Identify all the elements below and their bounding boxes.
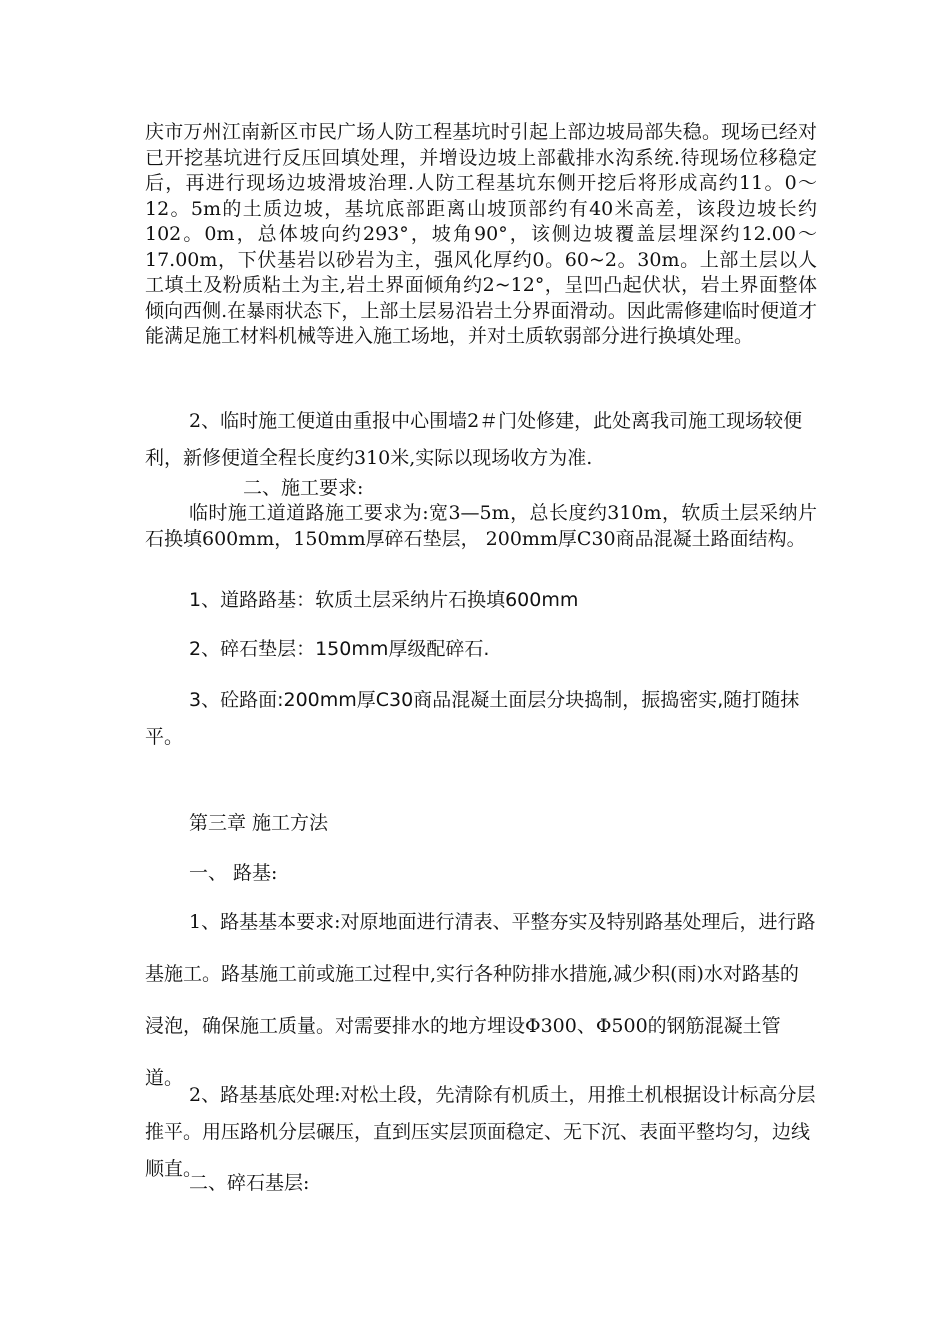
heading-construction-requirements: 二、施工要求: — [243, 477, 364, 499]
paragraph-subgrade-requirements: 1、路基基本要求:对原地面进行清表、平整夯实及特别路基处理后，进行路基施工。路基施工前或施工过程中,实行各种防排水措施,减少积(雨)水对路基的浸泡，确保施工质量。对需要排水的地方埋设Φ300、Φ500的钢筋混凝土管道。 — [145, 911, 816, 1089]
list-item-concrete-pavement: 3、砼路面:200mm厚C30商品混凝土面层分块捣制，振捣密实,随打随抹平。 — [145, 689, 800, 748]
heading-subgrade: 一、 路基: — [189, 862, 278, 884]
list-item-subgrade: 1、道路路基：软质土层采纳片石换填600mm — [189, 589, 579, 611]
paragraph-road-requirements: 临时施工道道路施工要求为:宽3—5m，总长度约310m，软质土层采纳片石换填600mm，150mm厚碎石垫层， 200mm厚C30商品混凝土路面结构。 — [145, 502, 817, 550]
paragraph-slope-description: 庆市万州江南新区市民广场人防工程基坑时引起上部边坡局部失稳。现场已经对已开挖基坑进行反压回填处理，并增设边坡上部截排水沟系统.待现场位移稳定后，再进行现场边坡滑坡治理.人防工程基坑东侧开挖后将形成高约11。0～12。5m的土质边坡，基坑底部距离山坡顶部约有40米高差，该段边坡长约102。0m，总体坡向约293°，坡角90°，该侧边坡覆盖层埋深约12.00～17.00m，下伏基岩以砂岩为主，强风化厚约0。60~2。30m。上部土层以人工填土及粉质粘土为主,岩土界面倾角约2~12°，呈凹凸起伏状，岩土界面整体倾向西侧.在暴雨状态下，上部土层易沿岩土分界面滑动。因此需修建临时便道才能满足施工材料机械等进入施工场地，并对土质软弱部分进行换填处理。 — [145, 121, 817, 347]
chapter-title: 第三章 施工方法 — [189, 812, 329, 834]
list-item-gravel-cushion: 2、碎石垫层：150mm厚级配碎石. — [189, 638, 490, 660]
heading-gravel-base: 二、碎石基层: — [189, 1172, 310, 1194]
paragraph-subgrade-base-treatment: 2、路基基底处理:对松土段，先清除有机质土，用推土机根据设计标高分层推平。用压路机分层碾压，直到压实层顶面稳定、无下沉、表面平整均匀，边线顺直。 — [145, 1084, 816, 1180]
paragraph-temporary-road: 2、临时施工便道由重报中心围墙2＃门处修建，此处离我司施工现场较便利，新修便道全程长度约310米,实际以现场收方为准. — [145, 410, 803, 469]
